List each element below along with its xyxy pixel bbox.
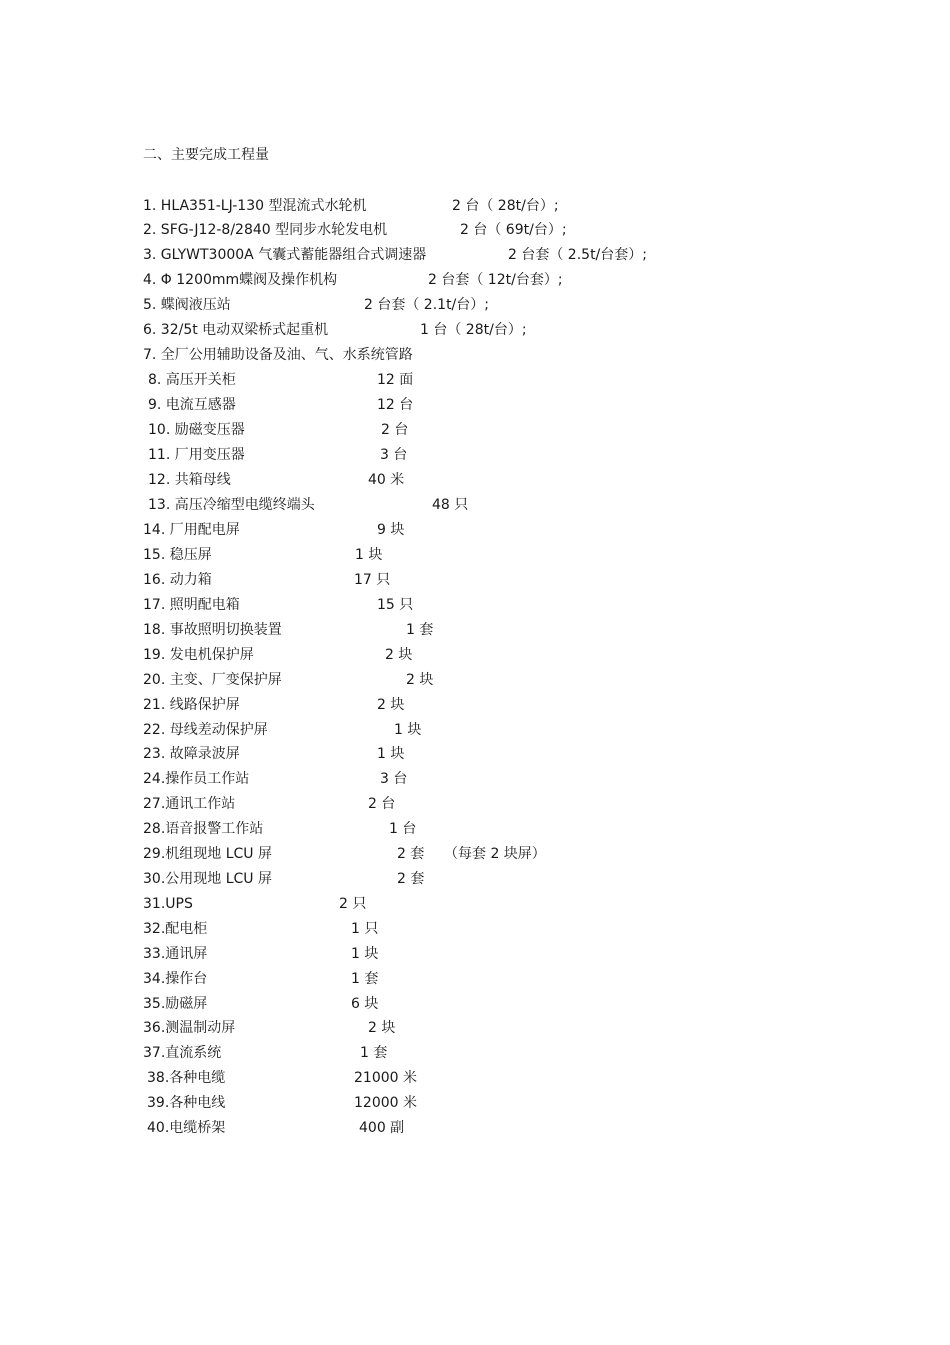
item-name: 8. 高压开关柜: [148, 372, 236, 388]
item-quantity: 2 台套（ 2.1t/台）;: [364, 297, 489, 313]
item-name: 3. GLYWT3000A 气囊式蓄能器组合式调速器: [143, 247, 427, 263]
item-quantity: 48 只: [432, 497, 469, 513]
item-name: 29.机组现地 LCU 屏: [143, 846, 272, 862]
item-name: 10. 励磁变压器: [148, 422, 245, 438]
item-name: 21. 线路保护屏: [143, 697, 240, 713]
item-quantity: 6 块: [351, 996, 379, 1012]
item-name: 27.通讯工作站: [143, 796, 236, 812]
item-name: 1. HLA351-LJ-130 型混流式水轮机: [143, 198, 367, 214]
item-name: 11. 厂用变压器: [148, 447, 245, 463]
item-name: 9. 电流互感器: [148, 397, 236, 413]
item-quantity: 1 套: [351, 971, 379, 987]
item-name: 39.各种电线: [147, 1095, 226, 1111]
item-quantity: 40 米: [368, 472, 405, 488]
item-name: 36.测温制动屏: [143, 1020, 236, 1036]
item-name: 23. 故障录波屏: [143, 746, 240, 762]
section-heading: 二、主要完成工程量: [143, 147, 269, 163]
item-name: 34.操作台: [143, 971, 208, 987]
item-quantity: 2 只: [339, 896, 367, 912]
item-quantity: 2 套: [397, 871, 425, 887]
item-quantity: 15 只: [377, 597, 414, 613]
item-quantity: 2 块: [377, 697, 405, 713]
item-name: 20. 主变、厂变保护屏: [143, 672, 282, 688]
item-name: 33.通讯屏: [143, 946, 208, 962]
item-quantity: 2 台: [368, 796, 396, 812]
item-name: 12. 共箱母线: [148, 472, 231, 488]
item-quantity: 1 套: [406, 622, 434, 638]
item-name: 5. 蝶阀液压站: [143, 297, 231, 313]
item-name: 32.配电柜: [143, 921, 208, 937]
item-quantity: 2 块: [385, 647, 413, 663]
item-name: 4. Φ 1200mm蝶阀及操作机构: [143, 272, 338, 288]
item-quantity: 1 套: [360, 1045, 388, 1061]
item-quantity: 2 台（ 69t/台）;: [460, 222, 567, 238]
item-quantity: 2 台套（ 2.5t/台套）;: [508, 247, 647, 263]
item-quantity: 1 块: [377, 746, 405, 762]
item-name: 28.语音报警工作站: [143, 821, 264, 837]
item-name: 37.直流系统: [143, 1045, 222, 1061]
item-name: 17. 照明配电箱: [143, 597, 240, 613]
item-quantity: 12000 米: [354, 1095, 417, 1111]
item-quantity: 1 块: [351, 946, 379, 962]
item-quantity: 2 台: [381, 422, 409, 438]
item-quantity: 2 块: [368, 1020, 396, 1036]
item-name: 2. SFG-J12-8/2840 型同步水轮发电机: [143, 222, 388, 238]
item-name: 24.操作员工作站: [143, 771, 250, 787]
item-quantity: 12 台: [377, 397, 414, 413]
item-quantity: 21000 米: [354, 1070, 417, 1086]
item-quantity: 12 面: [377, 372, 414, 388]
item-name: 22. 母线差动保护屏: [143, 722, 268, 738]
item-name: 16. 动力箱: [143, 572, 212, 588]
item-name: 15. 稳压屏: [143, 547, 212, 563]
item-note: （每套 2 块屏）: [444, 846, 546, 862]
item-quantity: 2 台套（ 12t/台套）;: [428, 272, 563, 288]
item-name: 14. 厂用配电屏: [143, 522, 240, 538]
item-name: 7. 全厂公用辅助设备及油、气、水系统管路: [143, 347, 413, 363]
item-quantity: 17 只: [354, 572, 391, 588]
item-quantity: 2 套: [397, 846, 425, 862]
item-quantity: 2 块: [406, 672, 434, 688]
item-quantity: 1 块: [394, 722, 422, 738]
item-name: 30.公用现地 LCU 屏: [143, 871, 272, 887]
item-quantity: 9 块: [377, 522, 405, 538]
item-name: 13. 高压冷缩型电缆终端头: [148, 497, 315, 513]
item-quantity: 3 台: [380, 447, 408, 463]
item-quantity: 400 副: [359, 1120, 405, 1136]
item-quantity: 3 台: [380, 771, 408, 787]
item-quantity: 1 块: [355, 547, 383, 563]
item-name: 6. 32/5t 电动双梁桥式起重机: [143, 322, 329, 338]
item-name: 18. 事故照明切换装置: [143, 622, 282, 638]
item-name: 40.电缆桥架: [147, 1120, 226, 1136]
item-quantity: 1 只: [351, 921, 379, 937]
item-name: 35.励磁屏: [143, 996, 208, 1012]
item-quantity: 1 台（ 28t/台）;: [420, 322, 527, 338]
item-name: 31.UPS: [143, 896, 193, 912]
item-name: 38.各种电缆: [147, 1070, 226, 1086]
item-quantity: 2 台（ 28t/台）;: [452, 198, 559, 214]
item-quantity: 1 台: [389, 821, 417, 837]
item-name: 19. 发电机保护屏: [143, 647, 254, 663]
